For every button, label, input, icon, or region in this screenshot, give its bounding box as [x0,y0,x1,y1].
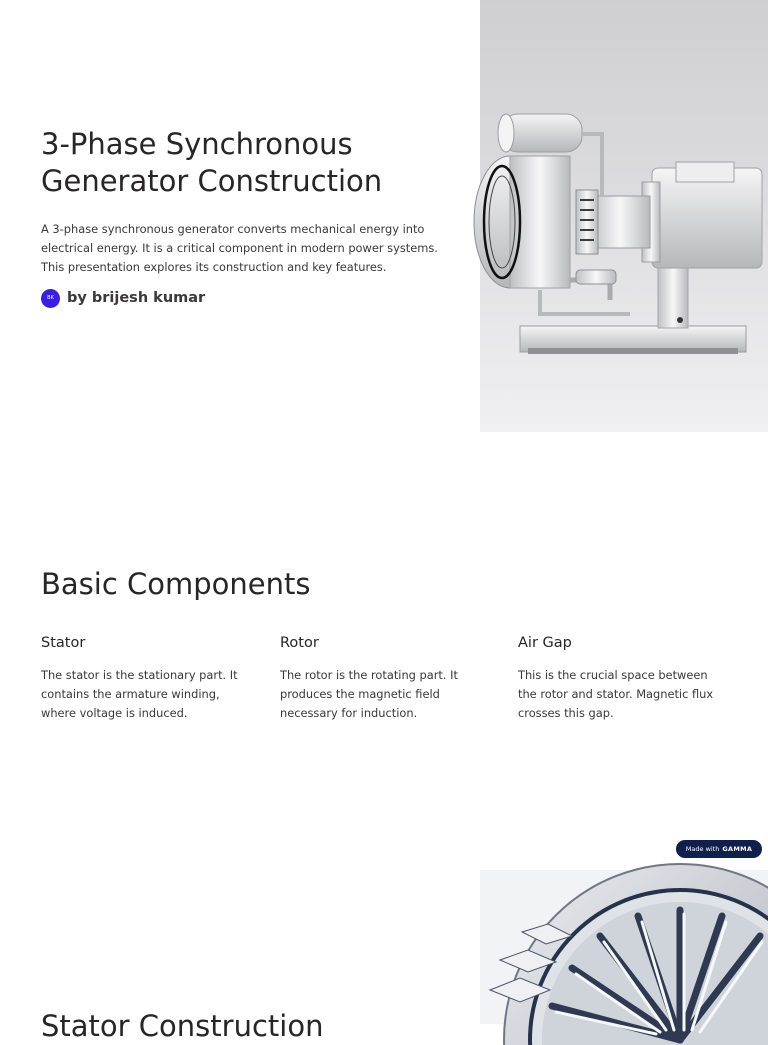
section-title: Stator Construction [41,1009,324,1043]
badge-prefix: Made with [685,845,720,853]
author-byline [41,288,205,308]
card-body: The stator is the stationary part. It contains the armature winding, where voltage is induced. [41,668,238,720]
component-card-rotor [280,634,495,723]
component-card-stator [41,634,256,723]
author-name: by brijesh kumar [67,290,206,306]
title-slide [0,0,768,432]
components-slide [0,432,768,810]
stator-slide [0,810,768,1043]
stator-image [480,870,768,1024]
component-card-air-gap [518,634,728,723]
section-title: Basic Components [41,567,311,601]
card-body: The rotor is the rotating part. It produces the magnetic field necessary for induction. [280,668,458,720]
gamma-logo: GAMMA [722,845,753,853]
generator-image [480,0,768,432]
card-body: This is the crucial space between the rotor and stator. Magnetic flux crosses this gap. [518,668,714,720]
slide-title: 3-Phase Synchronous Generator Construction [41,127,383,198]
author-avatar: BK [41,289,60,308]
card-title: Stator [41,635,86,651]
stator-illustration [480,870,768,1024]
card-title: Rotor [280,635,319,651]
generator-illustration [480,0,768,432]
slide-description: A 3-phase synchronous generator converts mechanical energy into electrical energy. It is a critical component in modern power systems. This presentation explores its construction and key features. [41,222,438,274]
made-with-gamma-badge[interactable] [676,840,762,858]
card-title: Air Gap [518,635,572,651]
